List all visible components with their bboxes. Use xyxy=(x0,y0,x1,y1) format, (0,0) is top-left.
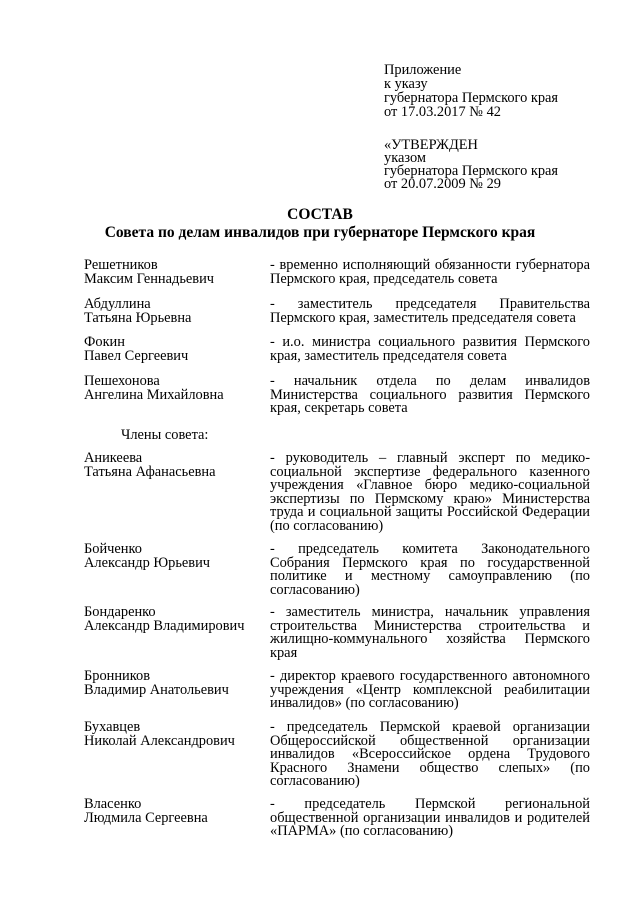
member-role: - временно исполняющий обязанности губернатора Пермского края, председатель совета xyxy=(270,257,590,287)
member-role: - начальник отдела по делам инвалидов Министерства социального развития Пермского края, секретарь совета xyxy=(270,373,590,416)
member-name: Бронников Владимир Анатольевич xyxy=(84,668,229,698)
member-role: - руководитель – главный эксперт по медико-социальной экспертизе федерального казенного учреждения «Главное бюро медико-социальной экспертизы по Пермскому краю» Министерства труда и социальной защиты Российской Федерации (по согласованию) xyxy=(270,450,590,534)
member-role: - директор краевого государственного автономного учреждения «Центр комплексной реабилитации инвалидов» (по согласованию) xyxy=(270,668,590,711)
member-name: Решетников Максим Геннадьевич xyxy=(84,257,215,287)
annex-block: Приложение к указу губернатора Пермского края от 17.03.2017 № 42 xyxy=(384,62,559,120)
member-role: - заместитель председателя Правительства Пермского края, заместитель председателя совета xyxy=(270,296,590,326)
document-subtitle: Совета по делам инвалидов при губернаторе Пермского края xyxy=(104,224,536,241)
member-role: - председатель Пермской региональной общественной организации инвалидов и родителей «ПАРМА» (по согласованию) xyxy=(270,796,590,839)
member-name: Бухавцев Николай Александрович xyxy=(84,719,235,749)
member-name: Абдуллина Татьяна Юрьевна xyxy=(84,296,192,326)
member-role: - и.о. министра социального развития Пермского края, заместитель председателя совета xyxy=(270,334,590,364)
member-name: Бондаренко Александр Владимирович xyxy=(84,604,245,634)
approved-block: «УТВЕРЖДЕН указом губернатора Пермского края от 20.07.2009 № 29 xyxy=(384,137,559,192)
member-name: Власенко Людмила Сергеевна xyxy=(84,796,208,826)
member-name: Пешехонова Ангелина Михайловна xyxy=(84,373,224,403)
document-title: СОСТАВ xyxy=(287,206,353,223)
member-name: Аникеева Татьяна Афанасьевна xyxy=(84,450,216,480)
member-role: - председатель комитета Законодательного Собрания Пермского края по государственной политике и местному самоуправлению (по согласованию) xyxy=(270,541,590,598)
member-role: - председатель Пермской краевой организации Общероссийской общественной организации инвалидов «Всероссийское ордена Трудового Красного Знамени общество слепых» (по согласованию) xyxy=(270,719,590,789)
member-name: Фокин Павел Сергеевич xyxy=(84,334,189,364)
member-name: Бойченко Александр Юрьевич xyxy=(84,541,211,571)
members-heading: Члены совета: xyxy=(121,427,209,443)
member-role: - заместитель министра, начальник управления строительства Министерства строительства и жилищно-коммунального хозяйства Пермского края xyxy=(270,604,590,661)
